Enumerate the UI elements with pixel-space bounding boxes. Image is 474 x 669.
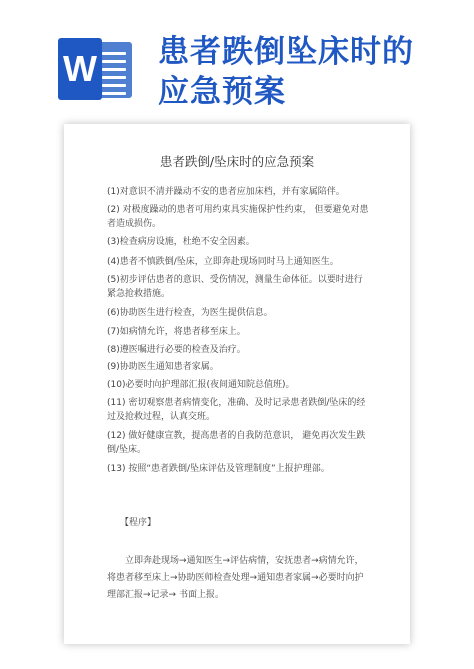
- list-item: (11) 密切观察患者病情变化，准确、及时记录患者跌倒/坠床的经过及抢救过程，认真交班。: [107, 398, 366, 422]
- list-item: (8)遵医嘱进行必要的检查及治疗。: [107, 345, 246, 355]
- list-item: (3)检查病房设施，杜绝不安全因素。: [107, 237, 255, 247]
- list-item: (12) 做好健康宣教，提高患者的自我防范意识， 避免再次发生跌倒/坠床。: [107, 431, 366, 455]
- document-title: 患者跌倒/坠床时的应急预案: [159, 154, 315, 169]
- banner-title-line-1: 患者跌倒坠床时的: [158, 34, 414, 70]
- list-item: (9)协助医生通知患者家属。: [107, 362, 219, 372]
- procedure-paragraph: 立即奔赴现场→通知医生→评估病情，安抚患者→病情允许，将患者移至床上→协助医师检查处理→通知患者家属→必要时向护理部汇报→记录→ 书面上报。: [107, 556, 364, 600]
- banner-title: [158, 32, 458, 112]
- word-logo-badge: W: [58, 38, 102, 100]
- list-item: (2) 对极度躁动的患者可用约束具实施保护性约束， 但要避免对患者造成损伤。: [107, 205, 369, 229]
- list-item: (13) 按照“患者跌倒/坠床评估及管理制度”上报护理部。: [107, 464, 330, 474]
- list-item: (5)初步评估患者的意识、受伤情况，测量生命体征。以要时进行紧急抢救措施。: [107, 275, 363, 299]
- banner-title-line-2: 应急预案: [158, 74, 286, 110]
- list-item: (1)对意识不清并躁动不安的患者应加床档，并有家属陪伴。: [107, 187, 345, 197]
- document-page: [64, 124, 410, 644]
- list-item: (6)协助医生进行检查，为医生提供信息。: [107, 308, 273, 318]
- section-heading: 【程序】: [120, 518, 157, 528]
- banner: [0, 0, 474, 118]
- text-lines-icon: [102, 52, 126, 100]
- list-item: (7)如病情允许，将患者移至床上。: [107, 327, 246, 337]
- list-item: (10)必要时向护理部汇报(夜间通知院总值班)。: [107, 380, 295, 390]
- word-document-icon: [58, 38, 134, 100]
- list-item: (4)患者不慎跌倒/坠床，立即奔赴现场同时马上通知医生。: [107, 257, 339, 267]
